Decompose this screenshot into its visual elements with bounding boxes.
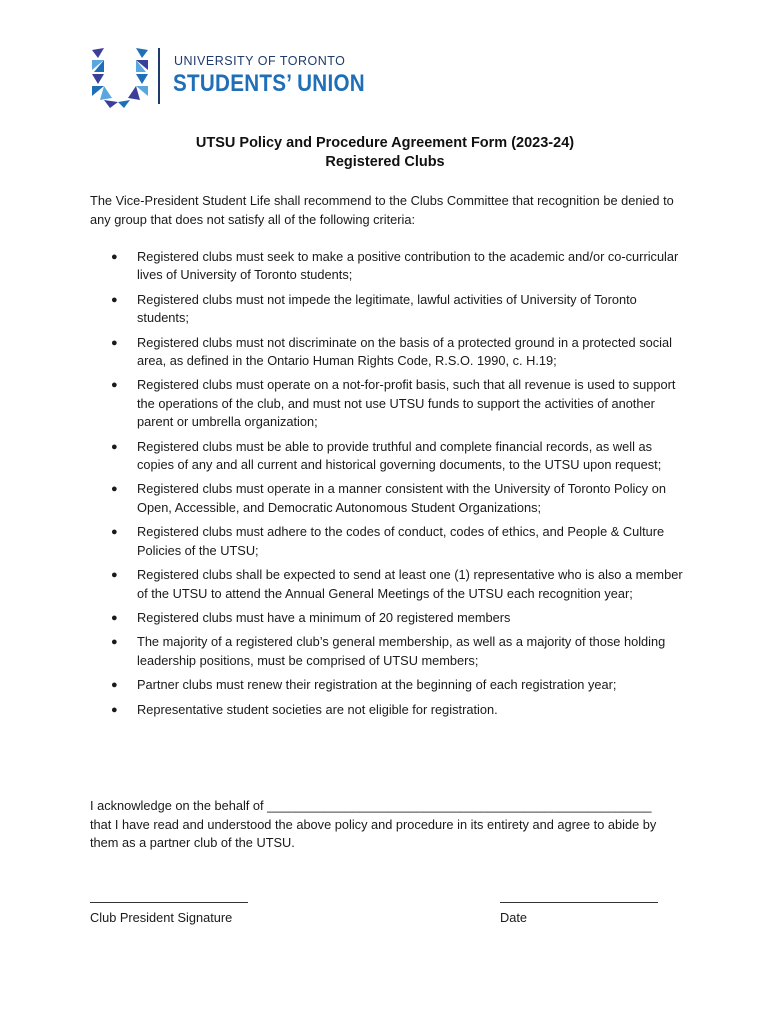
criteria-item: ● Registered clubs must operate on a not-for-profit basis, such that all revenue is used to support the operations of the club, and must not use UTSU funds to support the activities of another parent or umbrella organization;: [111, 377, 676, 430]
criteria-item: ● Registered clubs shall be expected to send at least one (1) representative who is also a member of the UTSU to attend the Annual General Meetings of the UTSU each recognition year;: [111, 567, 683, 601]
bullet-icon: ●: [111, 293, 118, 306]
criteria-item: ● Registered clubs must not impede the legitimate, lawful activities of University of Toronto students;: [111, 291, 637, 326]
logo-union-text: STUDENTS’ UNION: [173, 70, 365, 97]
date-line[interactable]: [500, 890, 658, 903]
intro-paragraph: The Vice-President Student Life shall recommend to the Clubs Committee that recognition be denied to any group that does not satisfy all of the following criteria:: [90, 193, 674, 227]
date-block: [500, 890, 658, 927]
criteria-item: ● Registered clubs must seek to make a positive contribution to the academic and/or co-curricular lives of University of Toronto students;: [111, 249, 679, 283]
criteria-item: ● Registered clubs must operate in a manner consistent with the University of Toronto Policy on Open, Accessible, and Democratic Autonomous Student Organizations;: [111, 481, 666, 515]
title-line-2: Registered Clubs: [325, 154, 445, 170]
bullet-icon: ●: [111, 703, 118, 716]
signature-line[interactable]: [90, 890, 248, 903]
bullet-icon: ●: [111, 440, 118, 453]
criteria-item: ● Registered clubs must not discriminate on the basis of a protected ground in a protected social area, as defined in the Ontario Human Rights Code, R.S.O. 1990, c. H.19;: [111, 334, 672, 369]
bullet-icon: ●: [111, 483, 118, 496]
bullet-icon: ●: [111, 611, 118, 624]
bullet-icon: ●: [111, 679, 118, 692]
criteria-item: ● Registered clubs must be able to provide truthful and complete financial records, as well as copies of any and all current and historical governing documents, to the UTSU upon request;: [111, 438, 662, 473]
criteria-list: [90, 248, 685, 725]
bullet-icon: ●: [111, 636, 118, 649]
criteria-item: ● Representative student societies are not eligible for registration.: [90, 701, 685, 719]
acknowledgement-paragraph: [90, 797, 685, 853]
bullet-icon: ●: [111, 379, 118, 392]
president-signature-label: Club President Signature: [90, 910, 233, 925]
criteria-item: ● Registered clubs must have a minimum of 20 registered members: [90, 609, 685, 627]
bullet-icon: ●: [111, 526, 118, 539]
logo-university-text: UNIVERSITY OF TORONTO: [174, 54, 346, 68]
date-label: Date: [500, 910, 528, 925]
title-line-1: UTSU Policy and Procedure Agreement Form (2023-24): [195, 135, 575, 151]
bullet-icon: ●: [111, 251, 118, 263]
criteria-item: ● Partner clubs must renew their registration at the beginning of each registration year;: [90, 676, 685, 694]
criteria-item: ● Registered clubs must adhere to the codes of conduct, codes of ethics, and People & Culture Policies of the UTSU;: [111, 524, 665, 558]
bullet-icon: ●: [111, 336, 118, 349]
utsu-logo-mark-icon: [90, 46, 150, 108]
bullet-icon: ●: [111, 569, 118, 582]
criteria-item: ● The majority of a registered club’s general membership, as well as a majority of those holding leadership positions, must be comprised of UTSU members;: [111, 634, 666, 668]
president-signature-block: [90, 890, 248, 927]
document-title: [0, 134, 770, 172]
logo-divider: [158, 48, 160, 104]
acknowledgement-line-1: I acknowledge on the behalf of ______________________________________________________: [90, 798, 652, 813]
acknowledgement-line-2: that I have read and understood the above policy and procedure in its entirety and agree to abide by them as a partner club of the UTSU.: [90, 816, 657, 850]
